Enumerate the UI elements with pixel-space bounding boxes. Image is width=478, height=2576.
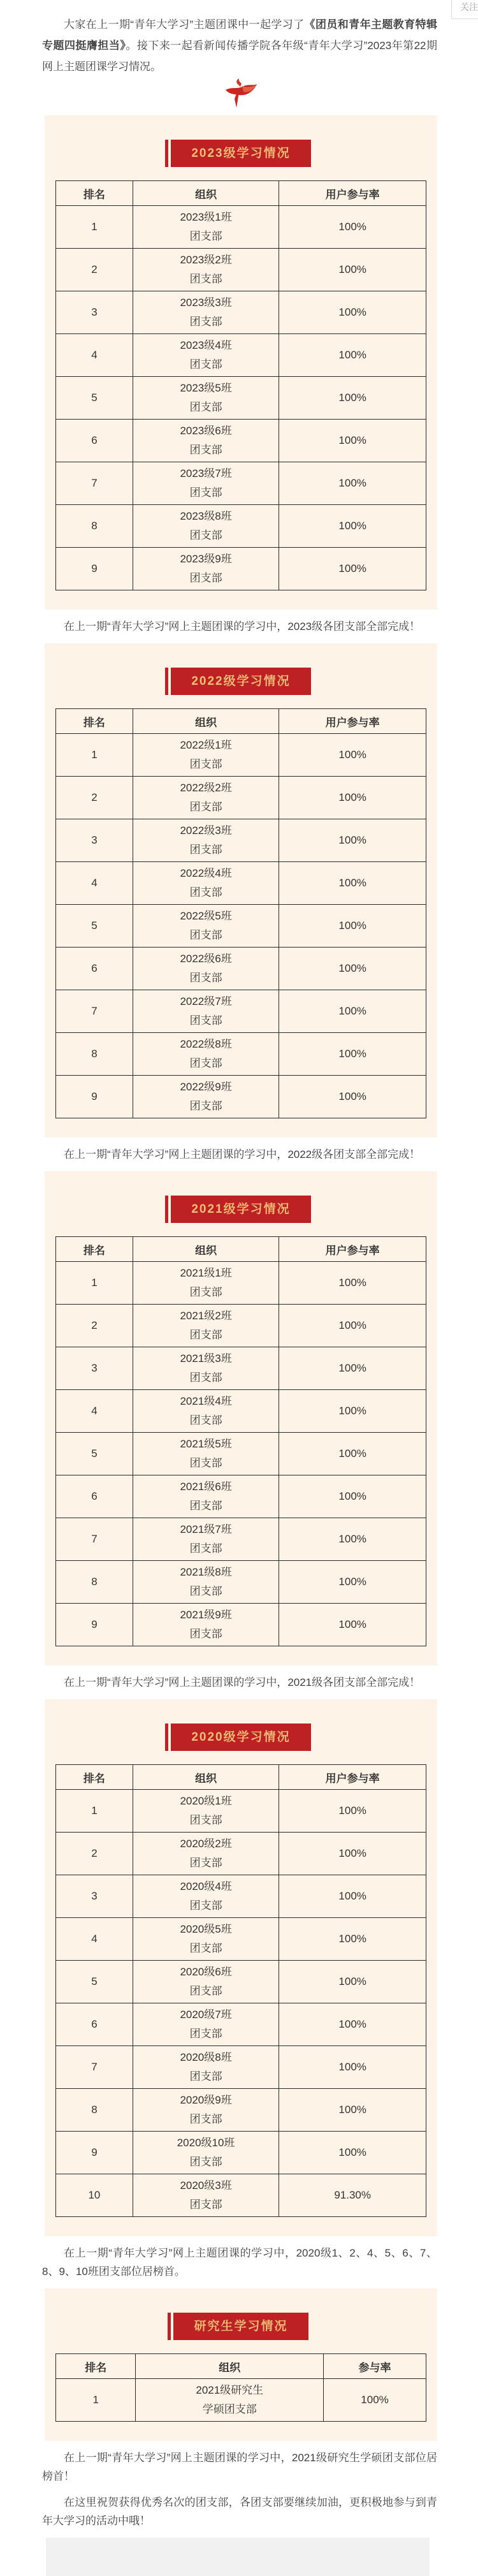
table-row — [56, 2174, 426, 2217]
rank-cell: 3 — [56, 291, 133, 334]
table-row — [56, 1561, 426, 1604]
org-line: 团支部 — [189, 972, 222, 984]
table-row — [56, 2132, 426, 2174]
rate-cell: 100% — [279, 1604, 426, 1646]
rate-cell: 100% — [279, 505, 426, 548]
rank-cell: 5 — [56, 1433, 133, 1475]
org-line: 2023级8班 — [180, 510, 232, 522]
section-title-row — [45, 140, 437, 167]
org-cell — [133, 334, 279, 377]
table-row — [56, 905, 426, 948]
rank-cell: 3 — [56, 1875, 133, 1918]
org-cell — [133, 1076, 279, 1118]
table-row — [56, 548, 426, 590]
table-row — [56, 1833, 426, 1875]
rate-cell: 100% — [279, 1790, 426, 1833]
org-line: 2020级5班 — [180, 1923, 232, 1935]
table-row — [56, 206, 426, 249]
rate-column-header: 用户参与率 — [279, 181, 426, 206]
org-line: 团支部 — [189, 1500, 222, 1512]
rate-column-header: 用户参与率 — [279, 709, 426, 734]
org-cell — [133, 1561, 279, 1604]
table-row — [56, 1961, 426, 2003]
rate-cell: 100% — [279, 1033, 426, 1076]
intro-paragraph — [42, 14, 437, 77]
table-header-row — [56, 181, 426, 206]
table-row — [56, 1918, 426, 1961]
org-line: 2022级3班 — [180, 824, 232, 837]
table-row — [56, 377, 426, 420]
follow-button[interactable]: 关注 — [451, 0, 478, 19]
org-cell — [133, 462, 279, 505]
rank-cell: 5 — [56, 1961, 133, 2003]
rate-cell: 100% — [279, 206, 426, 249]
org-line: 2023级9班 — [180, 553, 232, 565]
org-line: 团支部 — [189, 844, 222, 856]
org-cell — [133, 2003, 279, 2046]
rank-cell: 4 — [56, 1390, 133, 1433]
org-line: 团支部 — [189, 529, 222, 541]
org-cell — [133, 1604, 279, 1646]
ranking-table — [55, 1236, 426, 1646]
rank-cell: 5 — [56, 905, 133, 948]
org-line: 团支部 — [189, 2113, 222, 2125]
rate-cell: 100% — [279, 291, 426, 334]
table-row — [56, 1475, 426, 1518]
org-line: 学硕团支部 — [202, 2403, 257, 2415]
org-line: 2023级7班 — [180, 467, 232, 479]
rate-cell: 100% — [279, 819, 426, 862]
rate-cell: 100% — [279, 1433, 426, 1475]
org-line: 团支部 — [189, 1414, 222, 1426]
rate-cell: 100% — [279, 1390, 426, 1433]
rate-cell: 100% — [279, 377, 426, 420]
rate-cell: 100% — [279, 948, 426, 990]
rate-cell: 100% — [279, 1918, 426, 1961]
org-line: 团支部 — [189, 1372, 222, 1384]
rate-cell: 100% — [279, 2132, 426, 2174]
org-line: 团支部 — [189, 1857, 222, 1869]
table-row — [56, 2046, 426, 2089]
org-line: 团支部 — [189, 487, 222, 499]
intro-text-bold-title: 《团员和青年主题教育特辑专题四挺膺担当》 — [42, 18, 438, 52]
org-line: 2021级9班 — [180, 1609, 232, 1621]
org-line: 团支部 — [189, 2028, 222, 2040]
org-line: 2020级4班 — [180, 1880, 232, 1892]
rank-column-header: 排名 — [56, 1237, 133, 1262]
org-line: 2023级3班 — [180, 296, 232, 309]
rank-cell: 4 — [56, 1918, 133, 1961]
table-row — [56, 1347, 426, 1390]
org-line: 2022级5班 — [180, 910, 232, 922]
section-summary-text: 在上一期“青年大学习”网上主题团课的学习中，2021级各团支部全部完成！ — [64, 1676, 421, 1688]
org-line: 团支部 — [189, 230, 222, 242]
closing-paragraph: 在这里祝贺获得优秀名次的团支部，各团支部要继续加油，更积极地参与到青年大学习的活动中哦！ — [42, 2496, 437, 2527]
intro-text-pre: 大家在上一期“青年大学习”主题团课中一起学习了 — [64, 18, 305, 31]
rank-cell: 9 — [56, 1604, 133, 1646]
org-line: 团支部 — [189, 758, 222, 770]
org-line: 团支部 — [189, 1329, 222, 1341]
org-line: 2022级8班 — [180, 1038, 232, 1050]
rank-cell: 6 — [56, 1475, 133, 1518]
org-line: 2021级研究生 — [196, 2384, 264, 2396]
rank-column-header: 排名 — [56, 181, 133, 206]
table-header-row — [56, 1765, 426, 1790]
rank-cell: 7 — [56, 1518, 133, 1561]
org-line: 2022级6班 — [180, 953, 232, 965]
rank-cell: 2 — [56, 1833, 133, 1875]
section-title-row — [45, 668, 437, 695]
ranking-table — [55, 1764, 426, 2217]
org-cell — [133, 377, 279, 420]
table-row — [56, 334, 426, 377]
rank-cell: 3 — [56, 1347, 133, 1390]
org-cell — [133, 420, 279, 462]
org-cell — [133, 1918, 279, 1961]
rank-cell: 1 — [56, 2379, 136, 2422]
rank-cell: 2 — [56, 249, 133, 291]
org-line: 2021级7班 — [180, 1523, 232, 1535]
org-cell — [133, 734, 279, 777]
org-line: 2022级4班 — [180, 867, 232, 879]
grade-section-panel — [45, 115, 437, 610]
section-title-button: 2022级学习情况 — [171, 668, 310, 695]
rank-cell: 3 — [56, 819, 133, 862]
rank-cell: 1 — [56, 1790, 133, 1833]
table-header-row — [56, 1237, 426, 1262]
rank-cell: 1 — [56, 206, 133, 249]
org-line: 团支部 — [189, 2199, 222, 2211]
rate-cell: 100% — [279, 249, 426, 291]
rank-cell: 6 — [56, 2003, 133, 2046]
flag-icon-wrap — [42, 78, 437, 108]
table-row — [56, 462, 426, 505]
org-line: 团支部 — [189, 273, 222, 285]
rank-cell: 7 — [56, 2046, 133, 2089]
org-cell — [133, 1390, 279, 1433]
rate-cell: 100% — [279, 1347, 426, 1390]
rank-cell: 6 — [56, 420, 133, 462]
rate-cell: 100% — [279, 862, 426, 905]
table-row — [56, 2379, 426, 2422]
rank-cell: 9 — [56, 548, 133, 590]
table-row — [56, 1262, 426, 1305]
red-flag-icon — [221, 78, 258, 108]
org-line: 团支部 — [189, 316, 222, 328]
org-line: 2020级7班 — [180, 2009, 232, 2021]
rate-cell: 100% — [279, 990, 426, 1033]
org-cell — [133, 249, 279, 291]
rate-cell: 100% — [279, 777, 426, 819]
rank-cell: 7 — [56, 462, 133, 505]
grade-section-panel — [45, 1171, 437, 1665]
rate-column-header: 用户参与率 — [279, 1237, 426, 1262]
org-cell — [133, 1518, 279, 1561]
org-line: 团支部 — [189, 886, 222, 898]
org-line: 2020级1班 — [180, 1795, 232, 1807]
section-title-row — [45, 1196, 437, 1223]
org-line: 2023级1班 — [180, 211, 232, 223]
table-row — [56, 777, 426, 819]
org-line: 2020级8班 — [180, 2051, 232, 2063]
org-cell — [133, 1961, 279, 2003]
org-cell — [133, 819, 279, 862]
org-line: 2021级6班 — [180, 1481, 232, 1493]
org-line: 2021级2班 — [180, 1310, 232, 1322]
section-title-row — [45, 2313, 437, 2340]
rate-cell: 100% — [279, 334, 426, 377]
rank-column-header: 排名 — [56, 709, 133, 734]
section-summary-text: 在上一期“青年大学习”网上主题团课的学习中，2020级1、2、4、5、6、7、8、9、10班团支部位居榜首。 — [42, 2247, 437, 2278]
org-line: 团支部 — [189, 1985, 222, 1997]
table-row — [56, 862, 426, 905]
org-cell — [133, 2046, 279, 2089]
table-row — [56, 1390, 426, 1433]
org-line: 团支部 — [189, 1814, 222, 1826]
org-column-header: 组织 — [133, 1237, 279, 1262]
org-line: 2021级4班 — [180, 1395, 232, 1407]
org-cell — [133, 990, 279, 1033]
table-row — [56, 249, 426, 291]
table-row — [56, 1604, 426, 1646]
org-line: 团支部 — [189, 358, 222, 370]
org-line: 2021级8班 — [180, 1566, 232, 1578]
org-cell — [133, 1790, 279, 1833]
rank-cell: 9 — [56, 1076, 133, 1118]
table-row — [56, 1875, 426, 1918]
org-cell — [133, 206, 279, 249]
org-cell — [133, 905, 279, 948]
org-cell — [133, 1833, 279, 1875]
rate-cell: 100% — [279, 1518, 426, 1561]
rank-cell: 7 — [56, 990, 133, 1033]
rate-column-header: 用户参与率 — [279, 1765, 426, 1790]
grade-section-panel — [45, 1699, 437, 2236]
section-summary-text: 在上一期“青年大学习”网上主题团课的学习中，2021级研究生学硕团支部位居榜首！ — [42, 2452, 437, 2482]
org-cell — [133, 1305, 279, 1347]
org-line: 团支部 — [189, 444, 222, 456]
org-cell — [133, 777, 279, 819]
table-row — [56, 948, 426, 990]
org-cell — [133, 948, 279, 990]
org-line: 团支部 — [189, 1286, 222, 1298]
rate-cell: 100% — [279, 462, 426, 505]
org-cell — [133, 2132, 279, 2174]
rank-cell: 9 — [56, 2132, 133, 2174]
grade-section-panel — [45, 2288, 437, 2441]
rate-cell: 100% — [279, 548, 426, 590]
rate-cell: 100% — [279, 2003, 426, 2046]
rank-cell: 2 — [56, 1305, 133, 1347]
rank-column-header: 排名 — [56, 1765, 133, 1790]
org-cell — [133, 548, 279, 590]
section-title-button: 2021级学习情况 — [171, 1196, 310, 1223]
org-line: 团支部 — [189, 572, 222, 584]
rank-cell: 5 — [56, 377, 133, 420]
org-cell — [133, 1475, 279, 1518]
org-column-header: 组织 — [133, 709, 279, 734]
org-line: 2020级6班 — [180, 1966, 232, 1978]
org-line: 2022级7班 — [180, 995, 232, 1007]
rate-cell: 100% — [279, 734, 426, 777]
org-line: 团支部 — [189, 1899, 222, 1912]
table-row — [56, 291, 426, 334]
rate-cell: 100% — [279, 2089, 426, 2132]
table-row — [56, 990, 426, 1033]
org-line: 2022级2班 — [180, 782, 232, 794]
table-row — [56, 1305, 426, 1347]
table-header-row — [56, 709, 426, 734]
table-row — [56, 420, 426, 462]
org-column-header: 组织 — [136, 2354, 324, 2379]
ranking-table — [55, 180, 426, 590]
rate-cell: 100% — [279, 1561, 426, 1604]
rate-column-header: 参与率 — [324, 2354, 426, 2379]
rank-cell: 8 — [56, 505, 133, 548]
org-line: 团支部 — [189, 2156, 222, 2168]
org-column-header: 组织 — [133, 181, 279, 206]
grade-section-panel — [45, 643, 437, 1138]
next-section-panel — [46, 2538, 430, 2576]
org-line: 2020级2班 — [180, 1838, 232, 1850]
org-line: 2020级10班 — [177, 2137, 235, 2149]
table-row — [56, 734, 426, 777]
rank-cell: 1 — [56, 734, 133, 777]
rate-cell: 100% — [279, 1475, 426, 1518]
org-line: 2023级6班 — [180, 425, 232, 437]
table-header-row — [56, 2354, 426, 2379]
table-row — [56, 2089, 426, 2132]
table-row — [56, 1433, 426, 1475]
table-row — [56, 1033, 426, 1076]
org-line: 2023级4班 — [180, 339, 232, 351]
rank-cell: 1 — [56, 1262, 133, 1305]
table-row — [56, 1790, 426, 1833]
org-line: 团支部 — [189, 929, 222, 941]
org-line: 2022级1班 — [180, 739, 232, 751]
rank-column-header: 排名 — [56, 2354, 136, 2379]
org-line: 2020级3班 — [180, 2179, 232, 2192]
rate-cell: 100% — [324, 2379, 426, 2422]
org-cell — [133, 1262, 279, 1305]
table-row — [56, 1518, 426, 1561]
rate-cell: 100% — [279, 420, 426, 462]
org-cell — [133, 1433, 279, 1475]
org-line: 团支部 — [189, 801, 222, 813]
org-cell — [133, 1875, 279, 1918]
table-row — [56, 505, 426, 548]
table-row — [56, 2003, 426, 2046]
rate-cell: 100% — [279, 905, 426, 948]
org-cell — [133, 2089, 279, 2132]
org-cell — [133, 291, 279, 334]
table-row — [56, 819, 426, 862]
rate-cell: 100% — [279, 1875, 426, 1918]
rank-cell: 2 — [56, 777, 133, 819]
org-line: 团支部 — [189, 1628, 222, 1640]
rank-cell: 4 — [56, 334, 133, 377]
org-line: 团支部 — [189, 2070, 222, 2082]
org-line: 2023级2班 — [180, 254, 232, 266]
org-cell — [133, 1033, 279, 1076]
section-title-button: 2023级学习情况 — [171, 140, 310, 167]
org-line: 2021级5班 — [180, 1438, 232, 1450]
org-line: 团支部 — [189, 1942, 222, 1954]
section-title-button: 研究生学习情况 — [173, 2313, 308, 2340]
rank-cell: 10 — [56, 2174, 133, 2217]
org-line: 2020级9班 — [180, 2094, 232, 2106]
rank-cell: 8 — [56, 1561, 133, 1604]
org-line: 2021级1班 — [180, 1267, 232, 1279]
rate-cell: 100% — [279, 1833, 426, 1875]
org-line: 团支部 — [189, 1014, 222, 1027]
rank-cell: 4 — [56, 862, 133, 905]
org-line: 2023级5班 — [180, 382, 232, 394]
org-cell — [133, 862, 279, 905]
org-column-header: 组织 — [133, 1765, 279, 1790]
ranking-table — [55, 2353, 426, 2422]
org-cell — [133, 505, 279, 548]
ranking-table — [55, 708, 426, 1118]
rank-cell: 6 — [56, 948, 133, 990]
section-summary-text: 在上一期“青年大学习”网上主题团课的学习中，2022级各团支部全部完成！ — [64, 1148, 421, 1160]
org-cell — [136, 2379, 324, 2422]
intro-text-post: 。接下来一起看新闻传播学院各年级“青年大学习”2023年第22期网上主题团课学习情况。 — [42, 40, 437, 73]
org-line: 团支部 — [189, 401, 222, 413]
table-row — [56, 1076, 426, 1118]
org-line: 2021级3班 — [180, 1352, 232, 1365]
rate-cell: 100% — [279, 2046, 426, 2089]
org-line: 团支部 — [189, 1057, 222, 1069]
section-title-row — [45, 1723, 437, 1751]
rate-cell: 100% — [279, 1262, 426, 1305]
rate-cell: 100% — [279, 1961, 426, 2003]
section-title-button: 2020级学习情况 — [171, 1723, 310, 1751]
org-line: 团支部 — [189, 1585, 222, 1597]
rate-cell: 100% — [279, 1305, 426, 1347]
org-line: 团支部 — [189, 1457, 222, 1469]
org-cell — [133, 2174, 279, 2217]
rate-cell: 91.30% — [279, 2174, 426, 2217]
org-cell — [133, 1347, 279, 1390]
rate-cell: 100% — [279, 1076, 426, 1118]
org-line: 团支部 — [189, 1100, 222, 1112]
org-line: 2022级9班 — [180, 1081, 232, 1093]
section-summary-text: 在上一期“青年大学习”网上主题团课的学习中，2023级各团支部全部完成！ — [64, 620, 421, 633]
rank-cell: 8 — [56, 2089, 133, 2132]
org-line: 团支部 — [189, 1542, 222, 1555]
rank-cell: 8 — [56, 1033, 133, 1076]
